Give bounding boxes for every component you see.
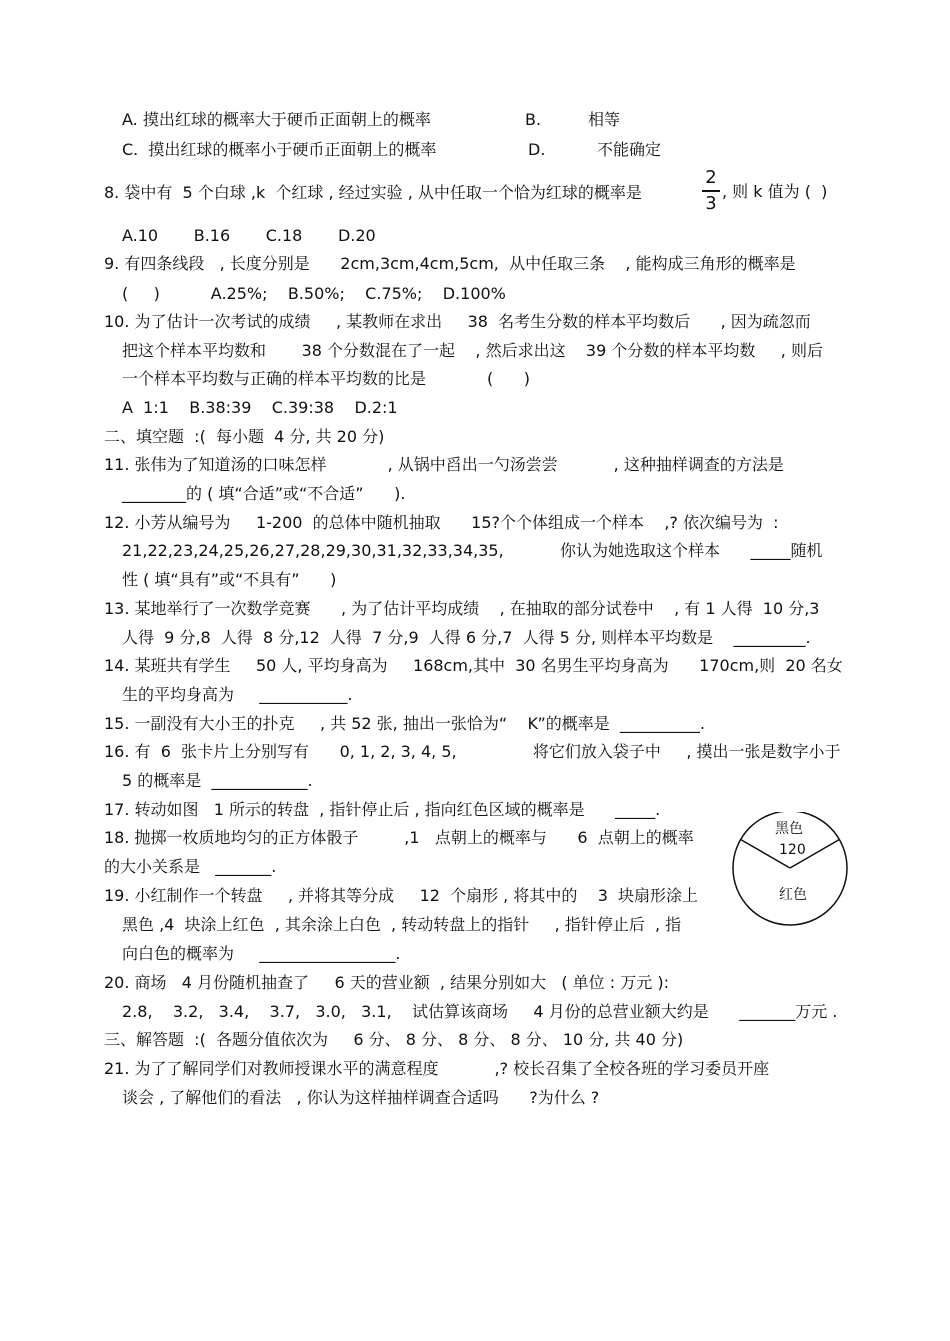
q10-line3: 一个样本平均数与正确的样本平均数的比是 ( )	[122, 369, 531, 388]
section3-heading: 三、解答题 :( 各题分值依次为 6 分、 8 分、 8 分、 8 分、 10 分, 共 40 分)	[104, 1030, 684, 1049]
q8-stem: 8. 袋中有 5 个白球 ,k 个红球 , 经过实验 , 从中任取一个恰为红球的概率是	[104, 183, 642, 202]
q17: 17. 转动如图 1 所示的转盘 , 指针停止后 , 指向红色区域的概率是 _____.	[104, 800, 661, 819]
q20-line2: 2.8, 3.2, 3.4, 3.7, 3.0, 3.1, 试估算该商场 4 月份的总营业额大约是 _______万元 .	[122, 1002, 838, 1021]
q8-fraction-denominator: 3	[705, 193, 717, 214]
q8-fraction	[700, 168, 722, 214]
q8-fraction-numerator: 2	[705, 167, 717, 188]
q7-option-c: C. 摸出红球的概率小于硬币正面朝上的概率	[122, 140, 437, 159]
q21-line2: 谈会 , 了解他们的看法 , 你认为这样抽样调查合适吗 ?为什么 ?	[122, 1088, 600, 1107]
q11-line2: ________的 ( 填“合适”或“不合适” ).	[122, 484, 406, 503]
q8-options: A.10 B.16 C.18 D.20	[122, 226, 376, 245]
q12-line2b: 你认为她选取这个样本 _____随机	[560, 541, 823, 560]
q12-line3: 性 ( 填“具有”或“不具有” )	[122, 570, 337, 589]
q12-line2a: 21,22,23,24,25,26,27,28,29,30,31,32,33,34,35,	[122, 541, 504, 560]
q18-line2: 的大小关系是 _______.	[104, 857, 277, 876]
q7-option-b-text: 相等	[588, 110, 621, 129]
section2-heading: 二、填空题 :( 每小题 4 分, 共 20 分)	[104, 427, 385, 446]
q10-options: A 1:1 B.38:39 C.39:38 D.2:1	[122, 398, 398, 417]
q7-option-d-letter: D.	[528, 140, 546, 159]
spinner-red-label: 红色	[779, 887, 807, 903]
spinner-black-label: 黑色	[775, 821, 803, 837]
spinner-angle-label: 120	[779, 842, 806, 858]
q21-line1: 21. 为了了解同学们对教师授课水平的满意程度 ,? 校长召集了全校各班的学习委员开座	[104, 1059, 770, 1078]
q10-line1: 10. 为了估计一次考试的成绩 , 某教师在求出 38 名考生分数的样本平均数后 , 因为疏忽而	[104, 312, 811, 331]
q16-line2: 5 的概率是 ____________.	[122, 771, 313, 790]
q19-line1: 19. 小红制作一个转盘 , 并将其等分成 12 个扇形 , 将其中的 3 块扇形涂上	[104, 886, 699, 905]
q14-line2: 生的平均身高为 ___________.	[122, 685, 353, 704]
q19-line3: 向白色的概率为 _________________.	[122, 944, 401, 963]
q18-line1: 18. 抛掷一枚质地均匀的正方体骰子 ,1 点朝上的概率与 6 点朝上的概率	[104, 828, 694, 847]
q7-option-d-text: 不能确定	[597, 140, 662, 159]
q9-line1: 9. 有四条线段 , 长度分别是 2cm,3cm,4cm,5cm, 从中任取三条 , 能构成三角形的概率是	[104, 254, 796, 273]
q13-line2: 人得 9 分,8 人得 8 分,12 人得 7 分,9 人得 6 分,7 人得 5 分, 则样本平均数是 _________.	[122, 628, 811, 647]
q11-line1: 11. 张伟为了知道汤的口味怎样 , 从锅中舀出一勺汤尝尝 , 这种抽样调查的方法是	[104, 455, 784, 474]
q7-option-a: A. 摸出红球的概率大于硬币正面朝上的概率	[122, 110, 431, 129]
q7-option-b-letter: B.	[525, 110, 542, 129]
q12-line1: 12. 小芳从编号为 1-200 的总体中随机抽取 15?个个体组成一个样本 ,? 依次编号为 :	[104, 513, 779, 532]
fraction-bar	[702, 190, 720, 192]
q13-line1: 13. 某地举行了一次数学竞赛 , 为了估计平均成绩 , 在抽取的部分试卷中 , 有 1 人得 10 分,3	[104, 599, 820, 618]
q9-line2: ( ) A.25%; B.50%; C.75%; D.100%	[122, 284, 506, 303]
q19-line2: 黑色 ,4 块涂上红色 , 其余涂上白色 , 转动转盘上的指针 , 指针停止后 , 指	[122, 915, 682, 934]
q15: 15. 一副没有大小王的扑克 , 共 52 张, 抽出一张恰为“ K”的概率是 __________.	[104, 714, 706, 733]
q16-line1: 16. 有 6 张卡片上分别写有 0, 1, 2, 3, 4, 5, 将它们放入袋子中 , 摸出一张是数字小于	[104, 742, 841, 761]
q14-line1: 14. 某班共有学生 50 人, 平均身高为 168cm,其中 30 名男生平均身高为 170cm,则 20 名女	[104, 656, 843, 675]
spinner-figure	[730, 812, 850, 936]
q8-tail: , 则 k 值为 ( )	[722, 182, 828, 201]
q20-line1: 20. 商场 4 月份随机抽查了 6 天的营业额 , 结果分别如大 ( 单位 : 万元 ):	[104, 973, 669, 992]
q10-line2: 把这个样本平均数和 38 个分数混在了一起 , 然后求出这 39 个分数的样本平均数 , 则后	[122, 341, 823, 360]
